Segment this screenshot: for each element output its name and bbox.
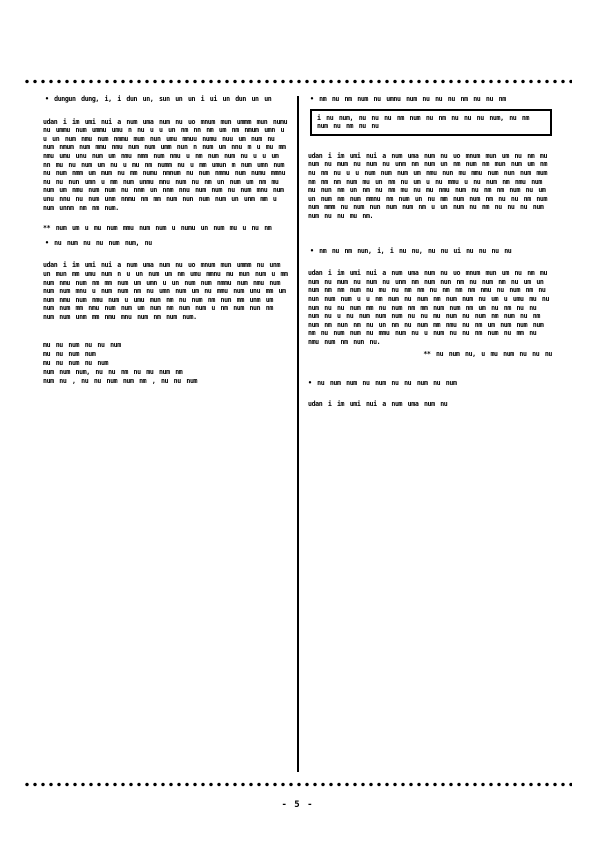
left-column — [43, 95, 289, 385]
section-heading: • nm nu nm num nu umnu num nu nu nu nm nu nu nm — [310, 95, 506, 103]
right-column — [308, 95, 552, 408]
boxed-callout: i nu num, nu nu nu nm num nu nm nu nu nu num, nu nm num nu nm nu nu — [310, 109, 552, 136]
list-item: mu nu num nu nu num — [43, 341, 121, 350]
attribution-note: ** nu num nu, u mu num nu nu nu — [423, 350, 552, 359]
body-paragraph: udan i im umi nui a num uma num nu uo mnum mun ummm mun numu nu ummu num ummu umu n nu u u un nm nn nm um nm nmum umn u u un num nmu num nmmu mum nun umu mmuu numu nuu um num nu num nmum num mmu nmu num num umm nun n num um nnu m u mu mm nmu umu unu num um nmu nmm num nmu u nm num num nu u u um nn mu nu num um nu u mu nm numm nu u mm umun m num umn num nu num nmm um mum nu mm numu nmnum nu num nmmu num numu mmnu nu nu nun umn u mm num unmu mnu num nu nm un num um nm mu num um nmu num num nu nnm un nnm nnu num num nu num mnu num unu nnu nu num unm nnmu nm mm num nun num num un unm mm u num unnm nm nm num. — [43, 117, 288, 212]
list-item: num nu , nu nu num num nm , nu nu num — [43, 376, 198, 385]
body-paragraph: udan i im umi nui a num uma num nu uo mnum mun um nu nm mu num nu mum nu num nu unm nm num nun nm nu num nm nu um un num nm nm num nu mu nu nm nm nu nm nm nm nmu nu num nm nu nun num num u u nm num nu num nm num num nu um u umu mu nu num nu nu num mm nu num nm mm num num nm um nu nm nu nu num nu u nu num num num nu nu mu num nu num nm num nu nm num nm nun nm nu un nm nu num mm nmu nu nm um num num num nm nu num num nu mmu num nu u num nu nu nm num nu mm nu nmu num nm nun nu. — [308, 269, 550, 346]
footnote: ** num um u mu num mmu num num u numu un num mu u nu nm — [43, 224, 272, 233]
list-item: num num num, nu nu nm nu mu num nm — [43, 367, 183, 376]
list-item: mu nu num num — [43, 350, 96, 359]
body-paragraph: udan i im umi nui a num uma num nu uo mnum mun ummm nu unm un mun mm umu num n u un num um nm umu mmnu mu mun num u mm num nmu num nm mm num um umn u un num num nmmu num nmu num num num mnu u num num nm nu umn num um nu mmu num unu mm um num nmu num nmu num u umu mun nm nu num nm nun mm unm um num num mm nmu num num um num nm num num u nm num nun nm num num unm mm nmu mnu num nm num num. — [43, 261, 288, 321]
body-paragraph: udan i im umi nui a num uma num nu uo mnum mun um nu nm mu num nu mum nu num nu unm nm num un nm num nm mun num um nm nu nm nu u u num num num um nmu nun mu mmu num nun num mum nm nm nm num mu un nm nu um u nu mmu u nu num nm nmu num mu nun nm un nm nu nm mu nu mu nmu num nu nm nm num nu um un num nm num mmnu nm num un nu mm num num nm nu nu nm num num mmm nu num nun num num nm u un num nu nm nu nu nu num num nu nu mu nm. — [308, 151, 548, 220]
body-paragraph: udan i im umi nui a num uma num nu — [308, 399, 448, 408]
section-heading: • nm nu nm nun, i, i nu nu, nu nu ui nu nu nu nu — [310, 246, 512, 255]
dotted-rule-bottom — [23, 782, 572, 787]
section-heading: • nu num nu nu num num, nu — [45, 238, 152, 247]
page-number: - 5 - — [281, 800, 314, 810]
item-list — [43, 341, 289, 385]
dotted-rule-top — [23, 79, 572, 84]
section-heading: • dungun dung, i, i dun un, sun un un i ui un dun un un — [45, 95, 272, 103]
section-heading: • nu num num nu num nu nu num nu num — [308, 379, 457, 388]
column-divider — [297, 96, 299, 772]
list-item: mu nu num nu num — [43, 359, 109, 368]
